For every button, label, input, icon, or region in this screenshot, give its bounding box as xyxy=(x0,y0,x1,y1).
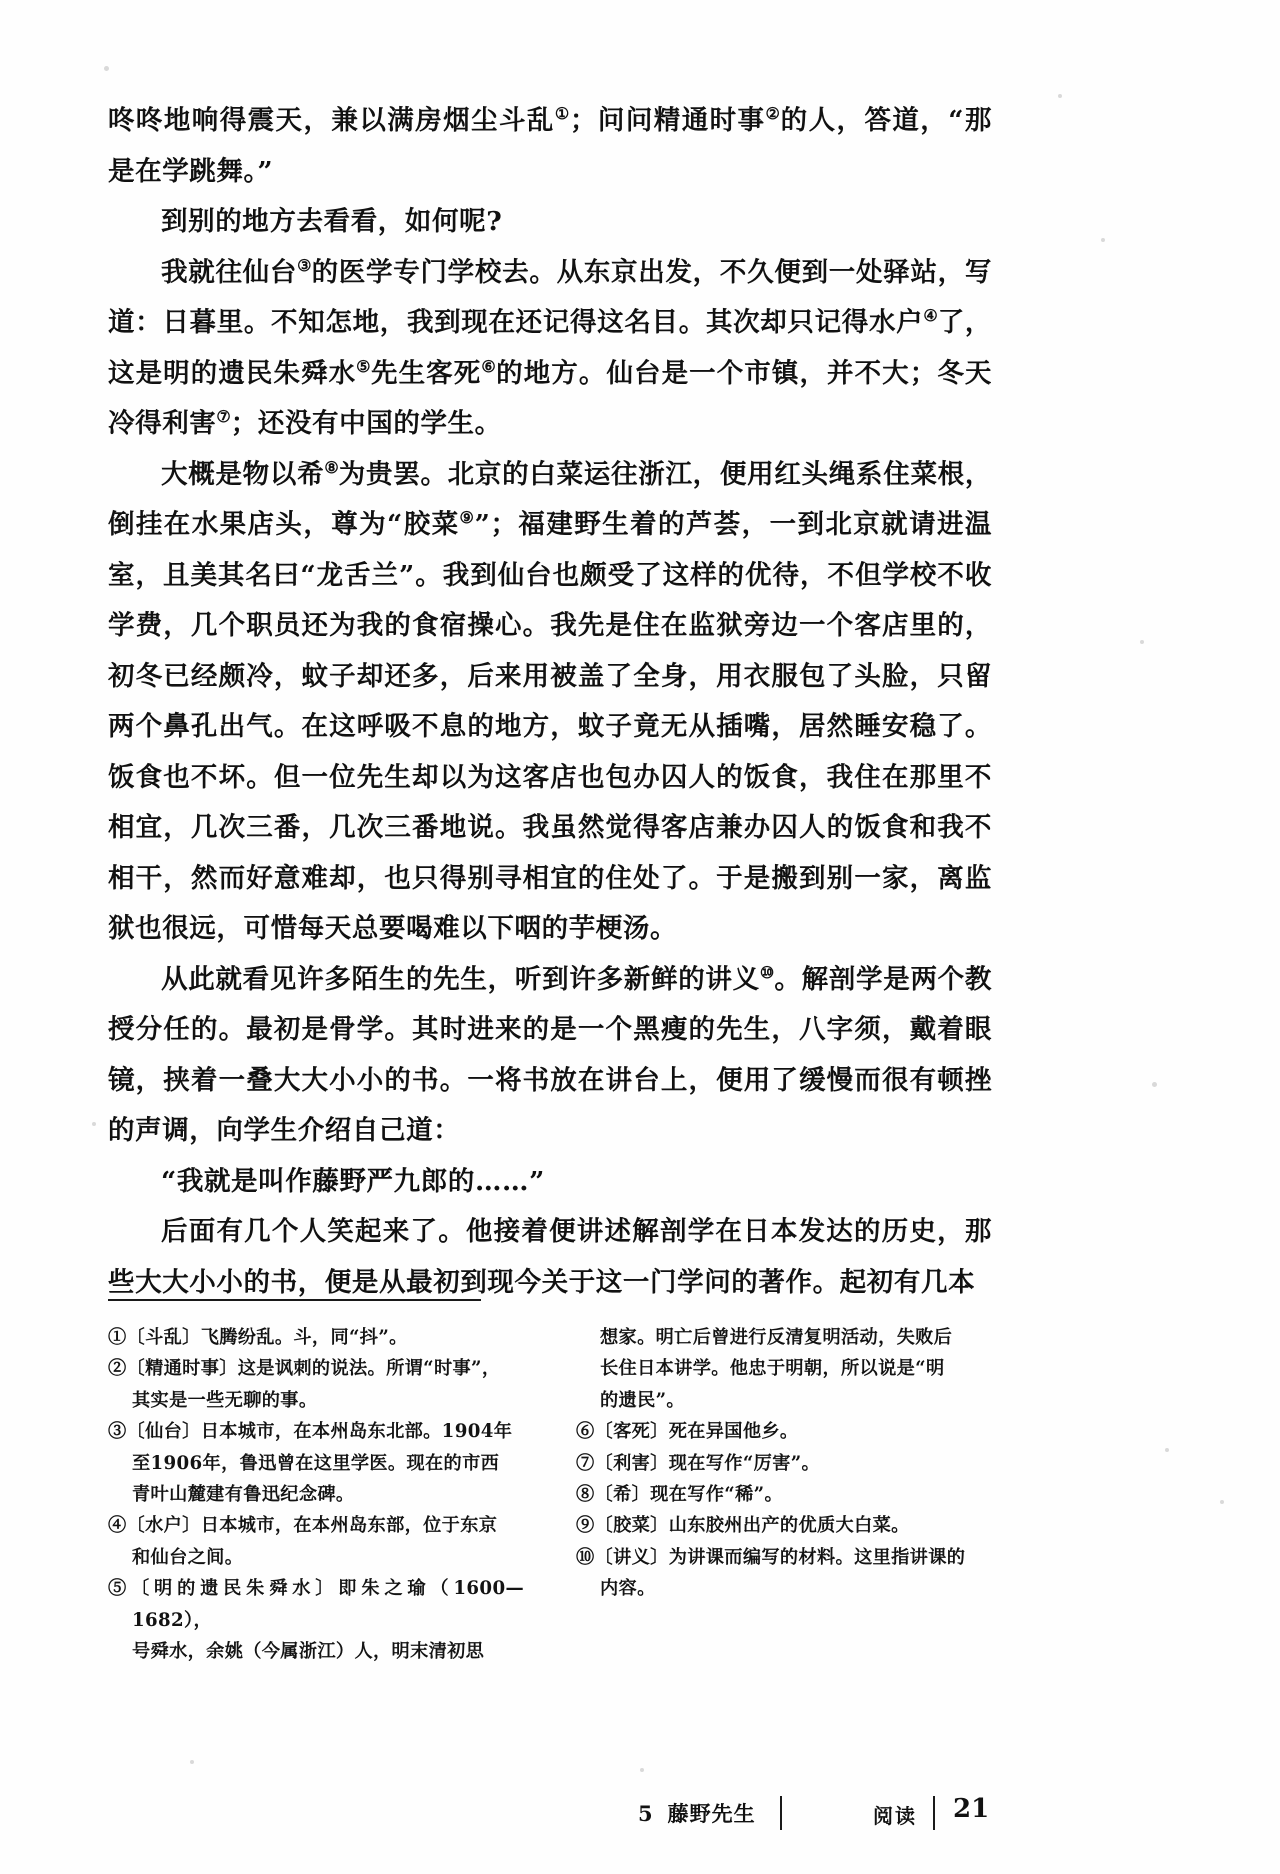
footnote-text: 和仙台之间。 xyxy=(132,1546,244,1568)
footnote-text: 至1906年，鲁迅曾在这里学医。现在的市西 xyxy=(132,1452,500,1474)
footnote-number: ⑥ xyxy=(576,1421,595,1443)
footer-chapter-label xyxy=(638,1798,756,1828)
footnote-text: 的遗民”。 xyxy=(600,1389,685,1411)
scan-speck xyxy=(1140,640,1144,644)
footnote-marker: ② xyxy=(765,104,781,124)
footnote-item xyxy=(108,1510,524,1541)
page-footer xyxy=(108,1794,1172,1838)
text-run: 的人，答道，“那是在学跳舞。” xyxy=(108,105,993,187)
footnote-item xyxy=(108,1416,524,1447)
article-body xyxy=(108,96,992,1308)
text-run: 了，这是明的遗民朱舜水 xyxy=(108,307,993,389)
footnote-text: 〔斗乱〕飞腾纷乱。斗，同“抖”。 xyxy=(126,1327,408,1348)
footnote-text: 青叶山麓建有鲁迅纪念碑。 xyxy=(132,1484,355,1506)
footnote-item xyxy=(576,1322,992,1353)
footnote-marker: ① xyxy=(554,104,570,124)
text-run: 先生客死 xyxy=(371,357,482,389)
footer-divider-right xyxy=(933,1796,935,1830)
footnote-item xyxy=(108,1322,524,1353)
paragraph xyxy=(108,197,992,248)
footnote-item xyxy=(576,1542,992,1573)
footnote-marker: ⑥ xyxy=(481,356,497,376)
footnote-text: 〔客死〕死在异国他乡。 xyxy=(594,1421,799,1443)
footnote-item xyxy=(576,1479,992,1510)
scan-speck xyxy=(92,1122,96,1126)
footnote-marker: ⑤ xyxy=(356,356,371,376)
footnote-marker: ⑧ xyxy=(324,457,339,477)
footer-divider-left xyxy=(780,1796,782,1830)
footnote-text: 〔仙台〕日本城市，在本州岛东北部。1904年 xyxy=(126,1421,513,1443)
footnote-item xyxy=(108,1448,524,1479)
scan-speck xyxy=(104,66,109,71)
footnote-number: ⑦ xyxy=(576,1452,595,1474)
scan-speck xyxy=(1101,238,1105,242)
paragraph xyxy=(108,96,992,197)
footnote-text: 〔明的遗民朱舜水〕即朱之瑜（1600—1682）， xyxy=(131,1578,524,1631)
scan-speck xyxy=(190,1760,194,1764)
paragraph xyxy=(108,1207,992,1308)
paragraph xyxy=(108,1157,992,1208)
footnote-item xyxy=(108,1353,524,1384)
paragraph xyxy=(108,955,992,1157)
footnote-number: ⑩ xyxy=(576,1546,595,1568)
footnote-item xyxy=(108,1636,524,1667)
text-run: 的医学专门学校去。从东京出发，不久便到一处驿站，写道：日暮里。不知怎地，我到现在还记得这名目。其次却只记得水户 xyxy=(108,256,993,338)
footnote-text: 〔胶菜〕山东胶州出产的优质大白菜。 xyxy=(594,1515,910,1537)
scan-speck xyxy=(1165,1448,1169,1452)
scan-speck xyxy=(1058,94,1062,98)
footnote-marker: ⑨ xyxy=(459,508,475,528)
text-run: 为贵罢。北京的白菜运往浙江，便用红头绳系住菜根，倒挂在水果店头，尊为“胶菜 xyxy=(108,458,992,540)
footnote-number: ⑨ xyxy=(576,1515,595,1537)
footer-chapter-number: 5 xyxy=(638,1801,654,1826)
text-run: ；问问精通时事 xyxy=(570,105,766,136)
footnote-item xyxy=(576,1353,992,1384)
footnote-item xyxy=(576,1510,992,1541)
text-run: 后面有几个人笑起来了。他接着便讲述解剖学在日本发达的历史，那些大大小小的书，便是从最初到现今关于这一门学问的著作。起初有几本 xyxy=(108,1216,992,1298)
footer-section-label: 阅读 xyxy=(873,1804,917,1828)
footnote-separator xyxy=(108,1299,481,1301)
paragraph xyxy=(108,450,992,955)
footnote-number: ③ xyxy=(108,1421,127,1443)
text-run: 我就往仙台 xyxy=(161,256,298,288)
footnote-column-right xyxy=(576,1322,992,1605)
scan-speck xyxy=(1220,1500,1224,1504)
footnote-text: 〔希〕现在写作“稀”。 xyxy=(594,1484,784,1506)
footnote-item xyxy=(108,1479,524,1510)
footnote-item xyxy=(576,1573,992,1604)
footnote-item xyxy=(108,1542,524,1573)
footnote-item xyxy=(108,1573,524,1636)
footnote-text: 〔水户〕日本城市，在本州岛东部，位于东京 xyxy=(126,1515,498,1537)
footnote-item xyxy=(576,1385,992,1416)
footnote-text: 其实是一些无聊的事。 xyxy=(132,1389,318,1411)
footer-chapter-title: 藤野先生 xyxy=(667,1801,756,1826)
footer-page-number: 21 xyxy=(953,1794,990,1824)
footnote-number: ⑤ xyxy=(108,1578,132,1600)
footnote-number: ⑧ xyxy=(576,1484,595,1506)
footnote-text: 〔讲义〕为讲课而编写的材料。这里指讲课的 xyxy=(594,1546,966,1568)
text-run: “我就是叫作藤野严九郎的……” xyxy=(161,1165,545,1197)
footnote-marker: ⑦ xyxy=(216,407,231,427)
scan-speck xyxy=(640,1768,644,1772)
footnote-text: 想家。明亡后曾进行反清复明活动，失败后 xyxy=(600,1327,953,1348)
scan-speck xyxy=(1152,1082,1157,1087)
footnote-text: 〔精通时事〕这是讽刺的说法。所谓“时事”， xyxy=(126,1358,501,1380)
footnote-item xyxy=(576,1416,992,1447)
text-run: 的地方。仙台是一个市镇，并不大；冬天冷得利害 xyxy=(108,357,993,439)
footnotes xyxy=(108,1322,992,1667)
footnote-marker: ④ xyxy=(923,306,938,326)
text-run: 从此就看见许多陌生的先生，听到许多新鲜的讲义 xyxy=(161,963,760,995)
footnote-text: 长住日本讲学。他忠于明朝，所以说是“明 xyxy=(600,1358,945,1380)
footnote-text: 内容。 xyxy=(600,1578,656,1600)
text-run: 咚咚地响得震天，兼以满房烟尘斗乱 xyxy=(108,105,555,136)
footnote-marker: ③ xyxy=(297,255,312,275)
footnote-column-left xyxy=(108,1322,524,1667)
footnote-text: 〔利害〕现在写作“厉害”。 xyxy=(594,1452,821,1474)
footnote-number: ① xyxy=(108,1327,127,1348)
text-run: 大概是物以希 xyxy=(161,458,325,490)
footnote-number: ④ xyxy=(108,1515,127,1537)
footnote-item xyxy=(576,1448,992,1479)
footnote-marker: ⑩ xyxy=(759,962,775,982)
text-run: 。解剖学是两个教授分任的。最初是骨学。其时进来的是一个黑瘦的先生，八字须，戴着眼镜，挟着一叠大大小小的书。一将书放在讲台上，便用了缓慢而很有顿挫的声调，向学生介绍自己道： xyxy=(108,963,992,1146)
text-run: ；还没有中国的学生。 xyxy=(230,408,502,439)
text-run: ”；福建野生着的芦荟，一到北京就请进温室，且美其名曰“龙舌兰”。我到仙台也颇受了这样的优待，不但学校不收学费，几个职员还为我的食宿操心。我先是住在监狱旁边一个客店里的，初冬已经颇冷，蚊子却还多，后来用被盖了全身，用衣服包了头脸，只留两个鼻孔出气。在这呼吸不息的地方，蚊子竟无从插嘴，居然睡安稳了。饭食也不坏。但一位先生却以为这客店也包办囚人的饭食，我住在那里不相宜，几次三番，几次三番地说。我虽然觉得客店兼办囚人的饭食和我不相干，然而好意难却，也只得别寻相宜的住处了。于是搬到别一家，离监狱也很远，可惜每天总要喝难以下咽的芋梗汤。 xyxy=(108,509,992,944)
text-run: 到别的地方去看看，如何呢? xyxy=(161,206,503,237)
footnote-item xyxy=(108,1385,524,1416)
paragraph xyxy=(108,248,992,450)
footnote-text: 号舜水，余姚（今属浙江）人，明末清初思 xyxy=(132,1641,485,1663)
footnote-number: ② xyxy=(108,1358,127,1380)
